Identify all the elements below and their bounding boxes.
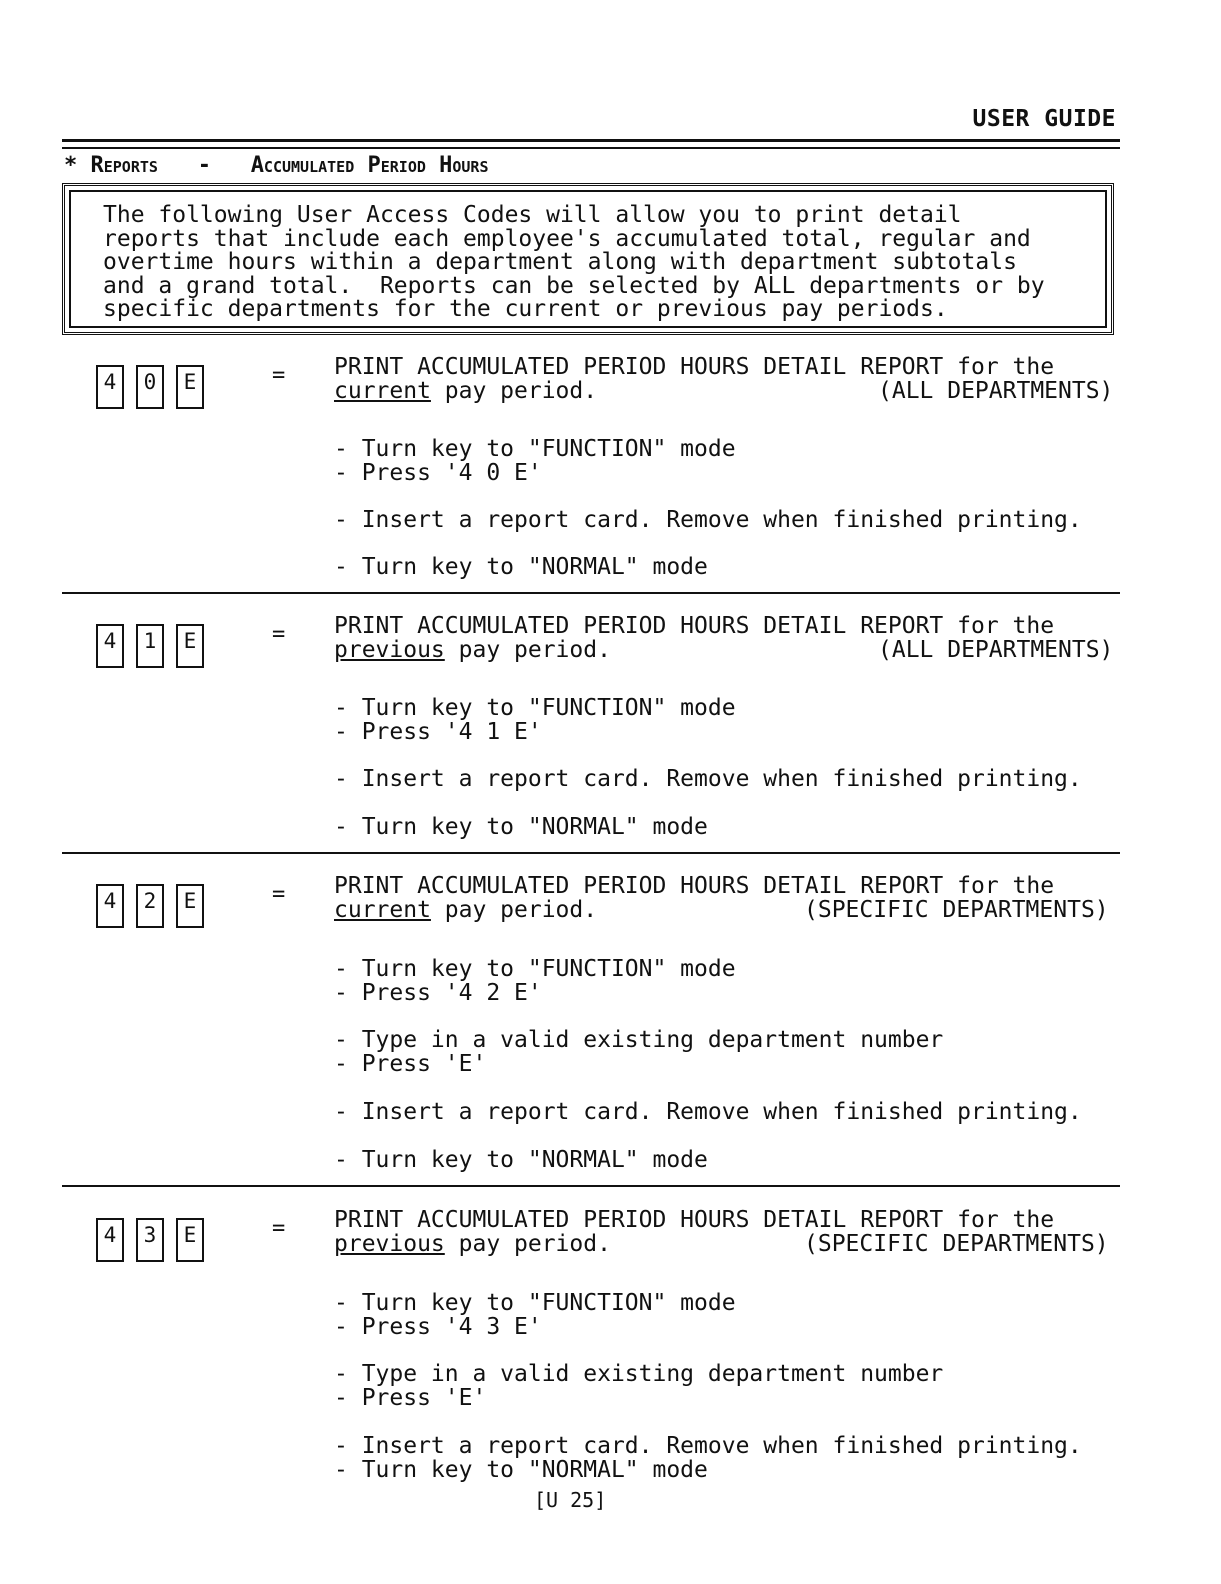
key-sequence [96, 624, 216, 668]
step: - Press '4 0 E' [334, 460, 542, 486]
page-number: [U 25] [534, 1488, 607, 1512]
keypad-key: E [176, 365, 204, 409]
equals-sign: = [272, 363, 286, 388]
step: - Press '4 2 E' [334, 980, 542, 1006]
report-line: PRINT ACCUMULATED PERIOD HOURS DETAIL REPORT for the [334, 613, 1055, 639]
keypad-key: E [176, 624, 204, 668]
key-sequence [96, 365, 216, 409]
step: - Press 'E' [334, 1385, 487, 1411]
step: - Insert a report card. Remove when finished printing. [334, 1099, 1082, 1125]
entry-divider [62, 1185, 1120, 1187]
intro-line: overtime hours within a department along with department subtotals [103, 249, 1017, 275]
entry-divider [62, 852, 1120, 854]
step: - Press '4 3 E' [334, 1314, 542, 1340]
key-sequence [96, 884, 216, 928]
keypad-key: 4 [96, 1218, 124, 1262]
period-rest: pay period. [444, 1231, 611, 1257]
keypad-key: E [176, 1218, 204, 1262]
period-rest: pay period. [430, 897, 598, 923]
step: - Press 'E' [334, 1051, 487, 1077]
equals-sign: = [272, 622, 286, 647]
scope-label: (ALL DEPARTMENTS) [878, 378, 1114, 404]
equals-sign: = [272, 1216, 286, 1241]
step: - Turn key to "FUNCTION" mode [334, 436, 736, 462]
intro-line: reports that include each employee's accumulated total, regular and [103, 225, 1031, 252]
report-line: PRINT ACCUMULATED PERIOD HOURS DETAIL REPORT for the [334, 1207, 1055, 1233]
guide-title: USER GUIDE [972, 106, 1116, 132]
period-term: current [334, 897, 431, 923]
step: - Turn key to "FUNCTION" mode [334, 695, 736, 721]
report-line: PRINT ACCUMULATED PERIOD HOURS DETAIL REPORT for the [334, 354, 1055, 380]
intro-line: and a grand total. Reports can be selected by ALL departments or by [103, 272, 1045, 299]
step: - Insert a report card. Remove when finished printing. [334, 507, 1082, 533]
keypad-key: 4 [96, 884, 124, 928]
intro-text [103, 204, 1081, 322]
section-dash: - [197, 153, 211, 178]
section-category: Reports [90, 153, 158, 178]
section-title [64, 153, 489, 178]
equals-sign: = [272, 882, 286, 907]
period-rest: pay period. [444, 637, 611, 663]
step: - Turn key to "FUNCTION" mode [334, 1290, 736, 1316]
keypad-key: 4 [96, 365, 124, 409]
period-term: previous [334, 637, 445, 663]
period-rest: pay period. [430, 378, 598, 404]
section-star: * [64, 153, 78, 178]
keypad-key: 4 [96, 624, 124, 668]
section-name: Accumulated Period Hours [250, 153, 489, 178]
key-sequence [96, 1218, 216, 1262]
entry-divider [62, 592, 1120, 594]
step: - Type in a valid existing department number [334, 1027, 944, 1053]
step: - Press '4 1 E' [334, 719, 542, 745]
step: - Insert a report card. Remove when finished printing. [334, 766, 1082, 792]
scope-label: (SPECIFIC DEPARTMENTS) [804, 1231, 1109, 1257]
intro-line: The following User Access Codes will allow you to print detail [103, 202, 962, 228]
intro-line: specific departments for the current or previous pay periods. [103, 296, 948, 322]
period-term: previous [334, 1231, 445, 1257]
step: - Turn key to "NORMAL" mode [334, 554, 708, 580]
step: - Insert a report card. Remove when finished printing. [334, 1433, 1082, 1459]
step: - Turn key to "NORMAL" mode [334, 1147, 708, 1173]
step: - Turn key to "NORMAL" mode [334, 1457, 708, 1483]
scope-label: (ALL DEPARTMENTS) [878, 637, 1114, 663]
step: - Type in a valid existing department number [334, 1361, 944, 1387]
keypad-key: E [176, 884, 204, 928]
intro-box [62, 183, 1114, 335]
keypad-key: 3 [136, 1218, 164, 1262]
step: - Turn key to "FUNCTION" mode [334, 956, 736, 982]
keypad-key: 1 [136, 624, 164, 668]
keypad-key: 0 [136, 365, 164, 409]
keypad-key: 2 [136, 884, 164, 928]
report-line: PRINT ACCUMULATED PERIOD HOURS DETAIL REPORT for the [334, 873, 1055, 899]
period-term: current [334, 378, 431, 404]
step: - Turn key to "NORMAL" mode [334, 814, 708, 840]
scope-label: (SPECIFIC DEPARTMENTS) [804, 897, 1109, 923]
header-rule [62, 139, 1120, 149]
